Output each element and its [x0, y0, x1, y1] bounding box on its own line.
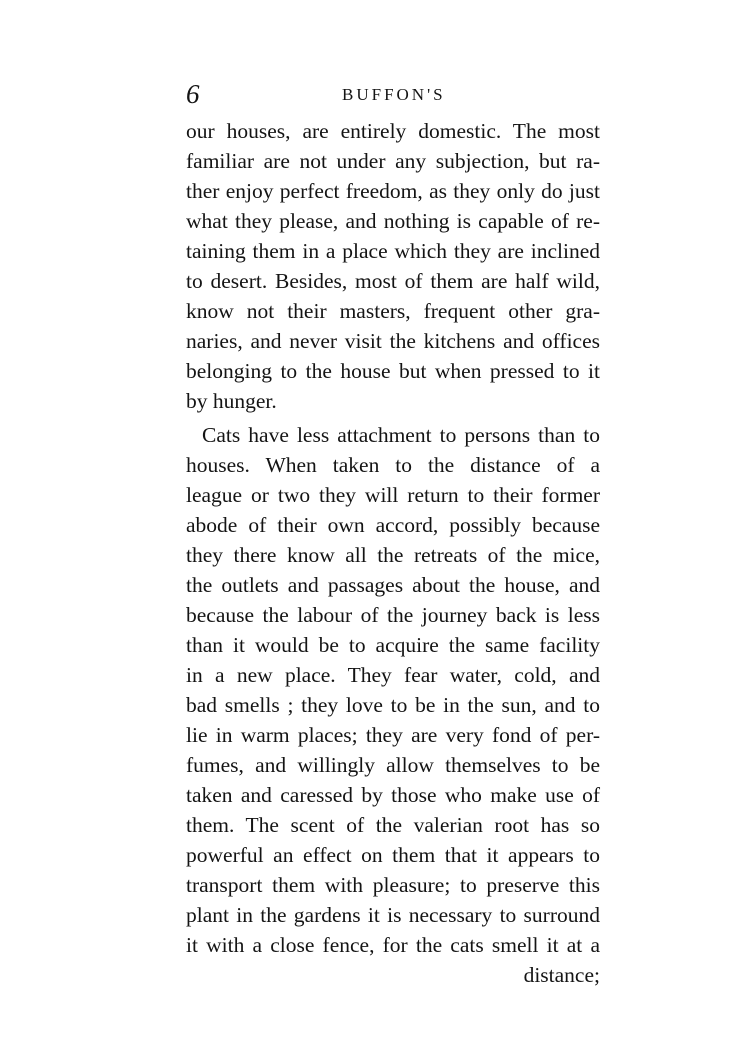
text-line: by hunger. — [186, 389, 277, 413]
text-line: in a new place. They fear water, cold, and — [186, 663, 600, 687]
text-line: taken and caressed by those who make use of — [186, 783, 600, 807]
text-line: our houses, are entirely domestic. The most — [186, 119, 600, 143]
text-line: it with a close fence, for the cats smell it at a — [186, 933, 600, 957]
text-line: the outlets and passages about the house, and — [186, 573, 600, 597]
text-line: they there know all the retreats of the mice, — [186, 543, 600, 567]
text-line: naries, and never visit the kitchens and offices — [186, 329, 600, 353]
text-line: houses. When taken to the distance of a — [186, 453, 600, 477]
text-line: than it would be to acquire the same facility — [186, 633, 600, 657]
text-line: ther enjoy perfect freedom, as they only do just — [186, 179, 600, 203]
page-header — [186, 76, 610, 116]
text-line: league or two they will return to their former — [186, 483, 600, 507]
text-line: Cats have less attachment to persons than to — [202, 423, 600, 447]
text-line: plant in the gardens it is necessary to surround — [186, 903, 600, 927]
paragraph — [186, 116, 600, 416]
text-line: bad smells ; they love to be in the sun, and to — [186, 693, 600, 717]
text-line: because the labour of the journey back is less — [186, 603, 600, 627]
catchword: distance; — [523, 963, 600, 987]
text-line: powerful an effect on them that it appears to — [186, 843, 600, 867]
paragraph — [186, 420, 600, 990]
text-line: them. The scent of the valerian root has so — [186, 813, 600, 837]
body-text — [186, 116, 600, 990]
text-line: lie in warm places; they are very fond of per- — [186, 723, 600, 747]
text-line: abode of their own accord, possibly because — [186, 513, 600, 537]
text-line: what they please, and nothing is capable of re- — [186, 209, 600, 233]
text-line: taining them in a place which they are inclined — [186, 239, 600, 263]
text-line: transport them with pleasure; to preserve this — [186, 873, 600, 897]
page-number: 6 — [186, 79, 200, 109]
text-line: to desert. Besides, most of them are half wild, — [186, 269, 600, 293]
text-line: familiar are not under any subjection, but ra- — [186, 149, 600, 173]
text-line: know not their masters, frequent other gra- — [186, 299, 600, 323]
text-line: belonging to the house but when pressed to it — [186, 359, 600, 383]
running-head: BUFFON'S — [342, 85, 446, 104]
text-line: fumes, and willingly allow themselves to be — [186, 753, 600, 777]
